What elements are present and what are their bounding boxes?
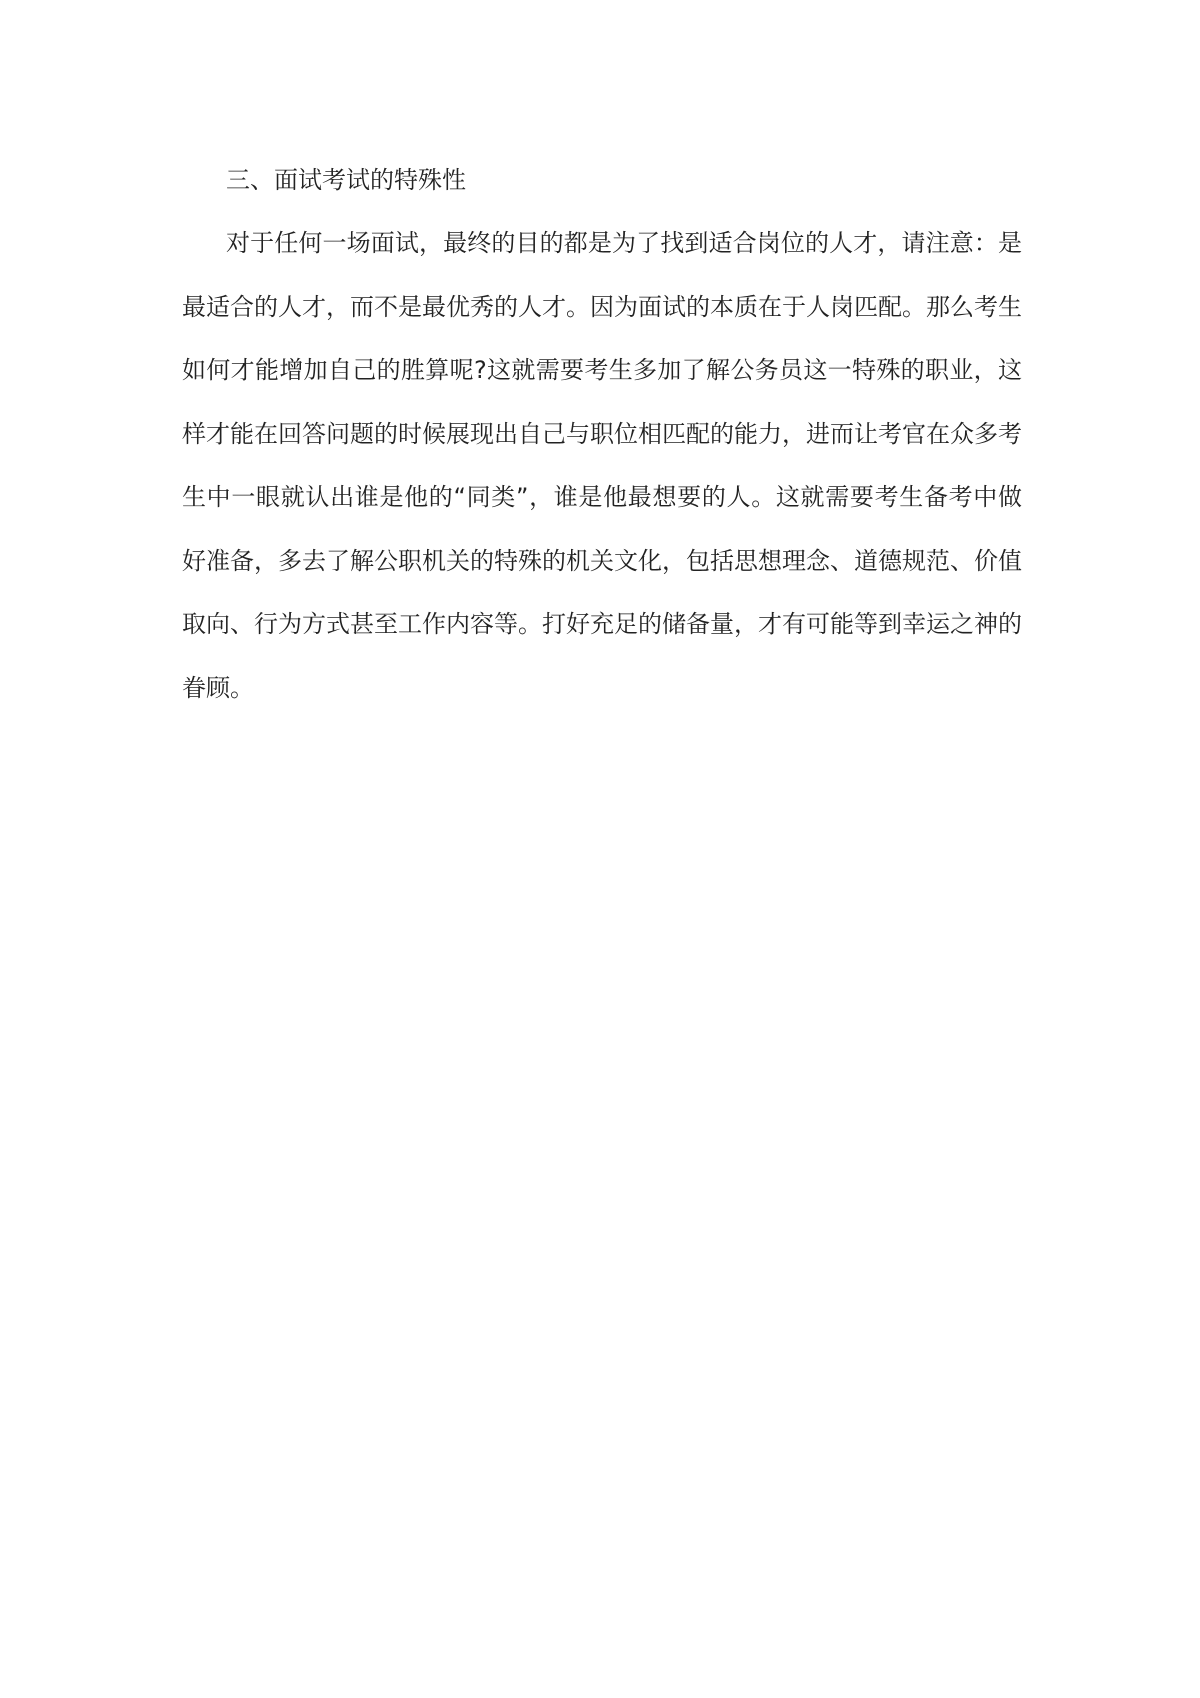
body-paragraph: 对于任何一场面试，最终的目的都是为了找到适合岗位的人才，请注意：是最适合的人才，而不是最优秀的人才。因为面试的本质在于人岗匹配。那么考生如何才能增加自己的胜算呢?这就需要考生多加了解公务员这一特殊的职业，这样才能在回答问题的时候展现出自己与职位相匹配的能力，进而让考官在众多考生中一眼就认出谁是他的“同类”，谁是他最想要的人。这就需要考生备考中做好准备，多去了解公职机关的特殊的机关文化，包括思想理念、道德规范、价值取向、行为方式甚至工作内容等。打好充足的储备量，才有可能等到幸运之神的眷顾。	[182, 229, 1022, 702]
section-heading: 三、面试考试的特殊性	[226, 166, 466, 194]
document-content	[182, 148, 1022, 720]
